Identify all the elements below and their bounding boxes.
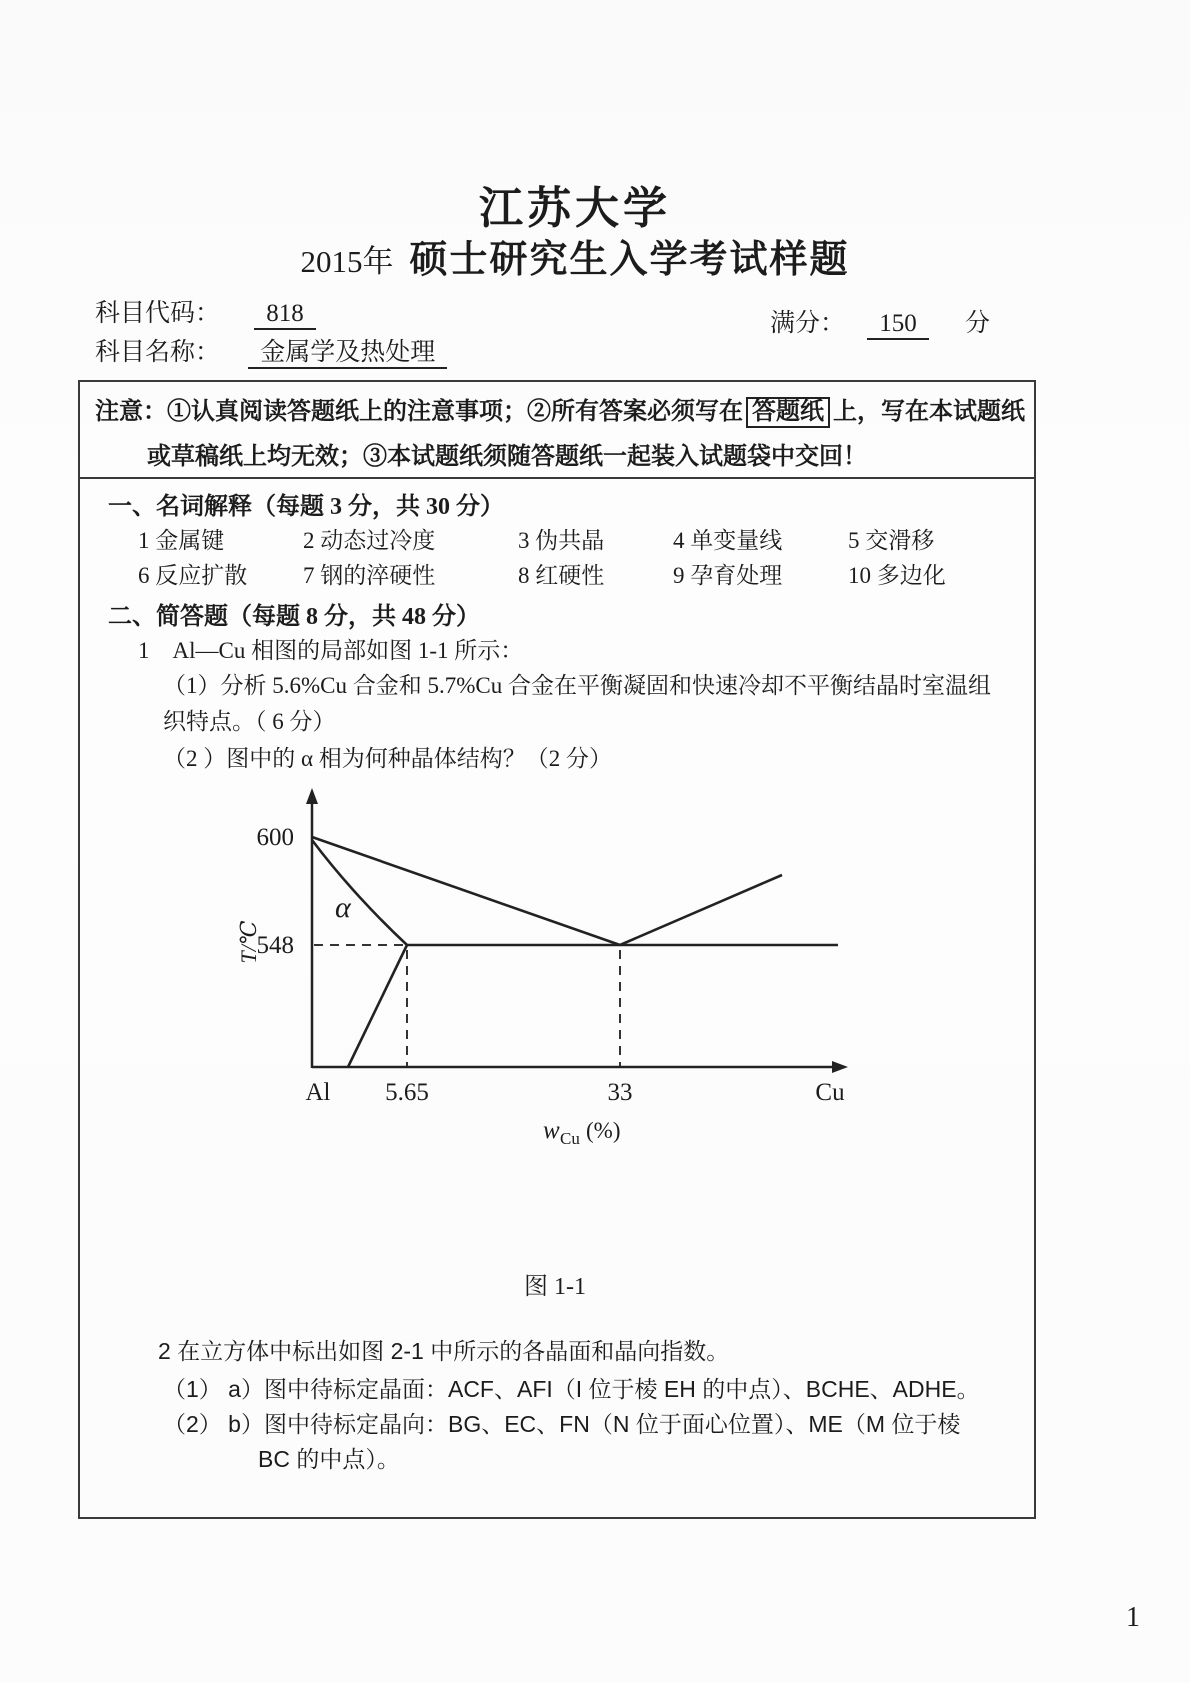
terms-row-2 xyxy=(138,557,1018,590)
q1-intro: 1 Al—Cu 相图的局部如图 1-1 所示： xyxy=(138,638,524,663)
q1-part1-line2: 织特点。（ 6 分） xyxy=(163,709,336,734)
subject-code-value: 818 xyxy=(254,300,316,330)
al-cu-phase-diagram xyxy=(230,782,880,1182)
term-10: 10 多边化 xyxy=(848,563,946,588)
x-tick-33: 33 xyxy=(607,1079,633,1106)
terms-row-1 xyxy=(138,522,1018,555)
x-axis-label-pct: (%) xyxy=(586,1118,621,1143)
y-tick-548: 548 xyxy=(256,932,294,959)
term-2: 2 动态过冷度 xyxy=(303,528,436,553)
subject-code-row xyxy=(95,293,316,329)
full-score-unit: 分 xyxy=(965,310,991,337)
notice-text-1b: 上，写在本试题纸 xyxy=(833,399,1025,425)
solidus-alpha-line xyxy=(312,840,407,945)
q2-part1: （1） a）图中待标定晶面：ACF、AFI（I 位于棱 EH 的中点）、BCHE、ADHE。 xyxy=(163,1376,980,1402)
liquidus-left-line xyxy=(312,837,620,945)
full-score-label: 满分： xyxy=(770,310,846,337)
q1-part1-line1: （1）分析 5.6%Cu 合金和 5.7%Cu 合金在平衡凝固和快速冷却不平衡结晶时室温组 xyxy=(163,673,991,698)
full-score-value: 150 xyxy=(867,310,929,340)
q2-intro: 2 在立方体中标出如图 2-1 中所示的各晶面和晶向指数。 xyxy=(158,1338,730,1364)
alpha-region-label: α xyxy=(335,891,351,924)
notice-line-2: 或草稿纸上均无效；③本试题纸须随答题纸一起装入试题袋中交回！ xyxy=(147,444,867,470)
exam-title: 硕士研究生入学考试样题 xyxy=(409,239,850,281)
x-axis-label-sub: Cu xyxy=(560,1129,580,1148)
full-score-row xyxy=(770,303,990,339)
q1-part2: （2 ）图中的 α 相为何种晶体结构？（2 分） xyxy=(163,746,613,771)
exam-year: 2015年 xyxy=(300,244,394,279)
liquidus-right-line xyxy=(620,875,782,945)
q2-part2-line2: BC 的中点）。 xyxy=(258,1446,400,1472)
x-axis-arrow-icon xyxy=(832,1061,848,1073)
y-axis-label: T/℃ xyxy=(236,920,261,964)
y-axis-arrow-icon xyxy=(306,788,318,804)
term-3: 3 伪共晶 xyxy=(518,528,605,553)
section-1-heading: 一、名词解释（每题 3 分，共 30 分） xyxy=(108,494,504,520)
subject-name-value: 金属学及热处理 xyxy=(248,339,447,369)
x-tick-cu: Cu xyxy=(815,1079,845,1106)
term-8: 8 红硬性 xyxy=(518,563,605,588)
notice-label: 注意： xyxy=(95,399,167,425)
page-title: 江苏大学 xyxy=(479,184,671,233)
solvus-alpha-line xyxy=(348,945,407,1067)
notice-line-1 xyxy=(95,391,1025,426)
term-4: 4 单变量线 xyxy=(673,528,783,553)
figure-1-1-caption: 图 1-1 xyxy=(524,1274,586,1300)
subject-code-label: 科目代码： xyxy=(95,300,221,327)
term-9: 9 孕育处理 xyxy=(673,563,783,588)
x-tick-565: 5.65 xyxy=(385,1079,429,1106)
page-number: 1 xyxy=(1126,1602,1140,1633)
term-7: 7 钢的淬硬性 xyxy=(303,563,436,588)
term-1: 1 金属键 xyxy=(138,528,225,553)
subject-name-row xyxy=(95,332,447,368)
term-6: 6 反应扩散 xyxy=(138,563,248,588)
exam-subtitle xyxy=(0,228,1150,283)
x-axis-label-w: w xyxy=(543,1117,560,1144)
term-5: 5 交滑移 xyxy=(848,528,935,553)
y-tick-600: 600 xyxy=(256,824,294,851)
section-2-heading: 二、简答题（每题 8 分，共 48 分） xyxy=(108,604,480,630)
subject-name-label: 科目名称： xyxy=(95,339,221,366)
x-tick-al: Al xyxy=(305,1079,331,1106)
notice-text-1a: ①认真阅读答题纸上的注意事项；②所有答案必须写在 xyxy=(167,399,743,425)
q2-part2-line1: （2） b）图中待标定晶向：BG、EC、FN（N 位于面心位置）、ME（M 位于棱 xyxy=(163,1411,961,1437)
notice-divider-line xyxy=(78,477,1034,479)
answer-sheet-boxed-text: 答题纸 xyxy=(746,397,830,428)
